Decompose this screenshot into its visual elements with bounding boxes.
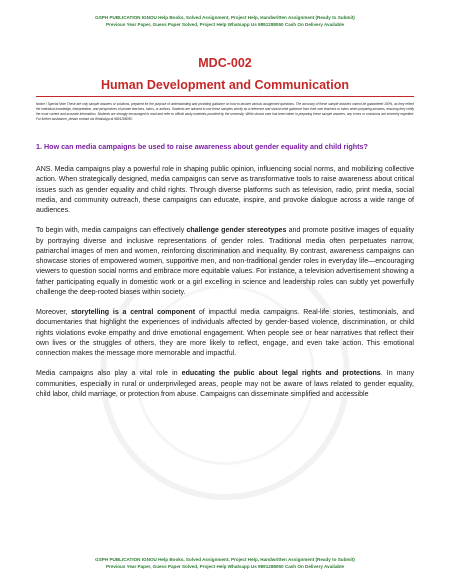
page-header xyxy=(30,14,420,28)
paragraph-3 xyxy=(36,308,414,359)
paragraph-2 xyxy=(36,226,414,298)
page-footer xyxy=(30,556,420,570)
paragraph-2-text-c: and promote positive images of equality by portraying diverse and inclusive representations of gender roles. Traditional media often perpetuates narrow, patriarchal images of men and women, reinforcing discrimination and inequality. By contrast, awareness campaigns can showcase stories of empowered women, supportive men, and non-traditional gender roles in everyday life—encouraging viewers to question social norms and embrace more equitable values. For instance, a television advertisement showing a father participating equally in domestic work or a girl excelling in science and leadership roles can subtly yet powerfully challenge the deep-rooted biases within society. xyxy=(36,227,415,296)
footer-line-1: GSPH PUBLICATION IGNOU Help Books, Solved Assignment, Project Help, Handwritten Assignment (Ready to Submit) xyxy=(95,557,355,562)
answer-body xyxy=(36,165,414,410)
course-code: MDC-002 xyxy=(198,56,252,70)
paragraph-2-emphasis: challenge gender stereotypes xyxy=(186,227,287,235)
header-line-2: Previous Year Paper, Guess Paper Solved, Project Help Whatsapp Us 9891288050 Cash On Delivery Available xyxy=(105,22,345,27)
paragraph-3-text-c: of impactful media campaigns. Real-life stories, testimonials, and documentaries that highlight the experiences of individuals affected by gender-based violence, discrimination, or child rights violations evoke empathy and drive emotional engagement. When people see or hear narratives that reflect their own lives or the struggles of others, they are more likely to reflect, engage, and even take action. This emotional connection makes the message more memorable and impactful. xyxy=(36,309,414,357)
paragraph-4-text-a: Media campaigns also play a vital role in xyxy=(36,370,182,378)
paragraph-1: ANS. Media campaigns play a powerful role in shaping public opinion, influencing social norms, and mobilizing collective action. When strategically designed, media campaigns can serve as transformative tools to raise awareness about critical issues such as gender equality and child rights. Through diverse platforms such as television, radio, print media, social media, and community outreach, these campaigns can educate, inspire, and provoke dialogue across a wide range of audiences. xyxy=(36,166,414,214)
course-title: Human Development and Communication xyxy=(101,78,349,92)
disclaimer-notice: Notice / Special Note These are only sample answers or solutions, prepared for the purpose of understanding and providing guidance on how to answer various assignment questions. The accuracy of these sample answers cannot be guaranteed 100%, as they reflect the individual knowledge, interpretation, and perspectives of private teachers, tutors, or authors. Students are advised to use these samples strictly as a reference and should seek guidance from their own teachers or tutors when preparing answers, ensuring they verify the most current and accurate information. Students are strongly encouraged to read and refer to official study materials provided by the university. While utmost care has been taken in preparing these sample answers, any errors or omissions are sincerely regretted. For further assistance, please contact via WhatsApp at 9891288050. xyxy=(36,102,414,121)
footer-line-2: Previous Year Paper, Guess Paper Solved, Project Help Whatsapp Us 9891288050 Cash On Delivery Available xyxy=(105,564,345,569)
paragraph-4 xyxy=(36,369,414,400)
title-divider xyxy=(36,96,414,97)
paragraph-4-text-c: . In many communities, especially in rural or underprivileged areas, people may not be aware of laws related to gender equality, child labor, child marriage, or protection from abuse. Campaigns can disseminate simplified and accessible xyxy=(36,370,415,398)
paragraph-4-emphasis: educating the public about legal rights and protections xyxy=(181,370,381,378)
paragraph-2-text-a: To begin with, media campaigns can effectively xyxy=(36,227,187,235)
paragraph-3-text-a: Moreover, xyxy=(36,309,72,316)
header-line-1: GSPH PUBLICATION IGNOU Help Books, Solved Assignment, Project Help, Handwritten Assignment (Ready to Submit) xyxy=(95,15,355,20)
question-heading: 1. How can media campaigns be used to raise awareness about gender equality and child rights? xyxy=(36,142,368,151)
paragraph-3-emphasis: storytelling is a central component xyxy=(71,309,196,316)
